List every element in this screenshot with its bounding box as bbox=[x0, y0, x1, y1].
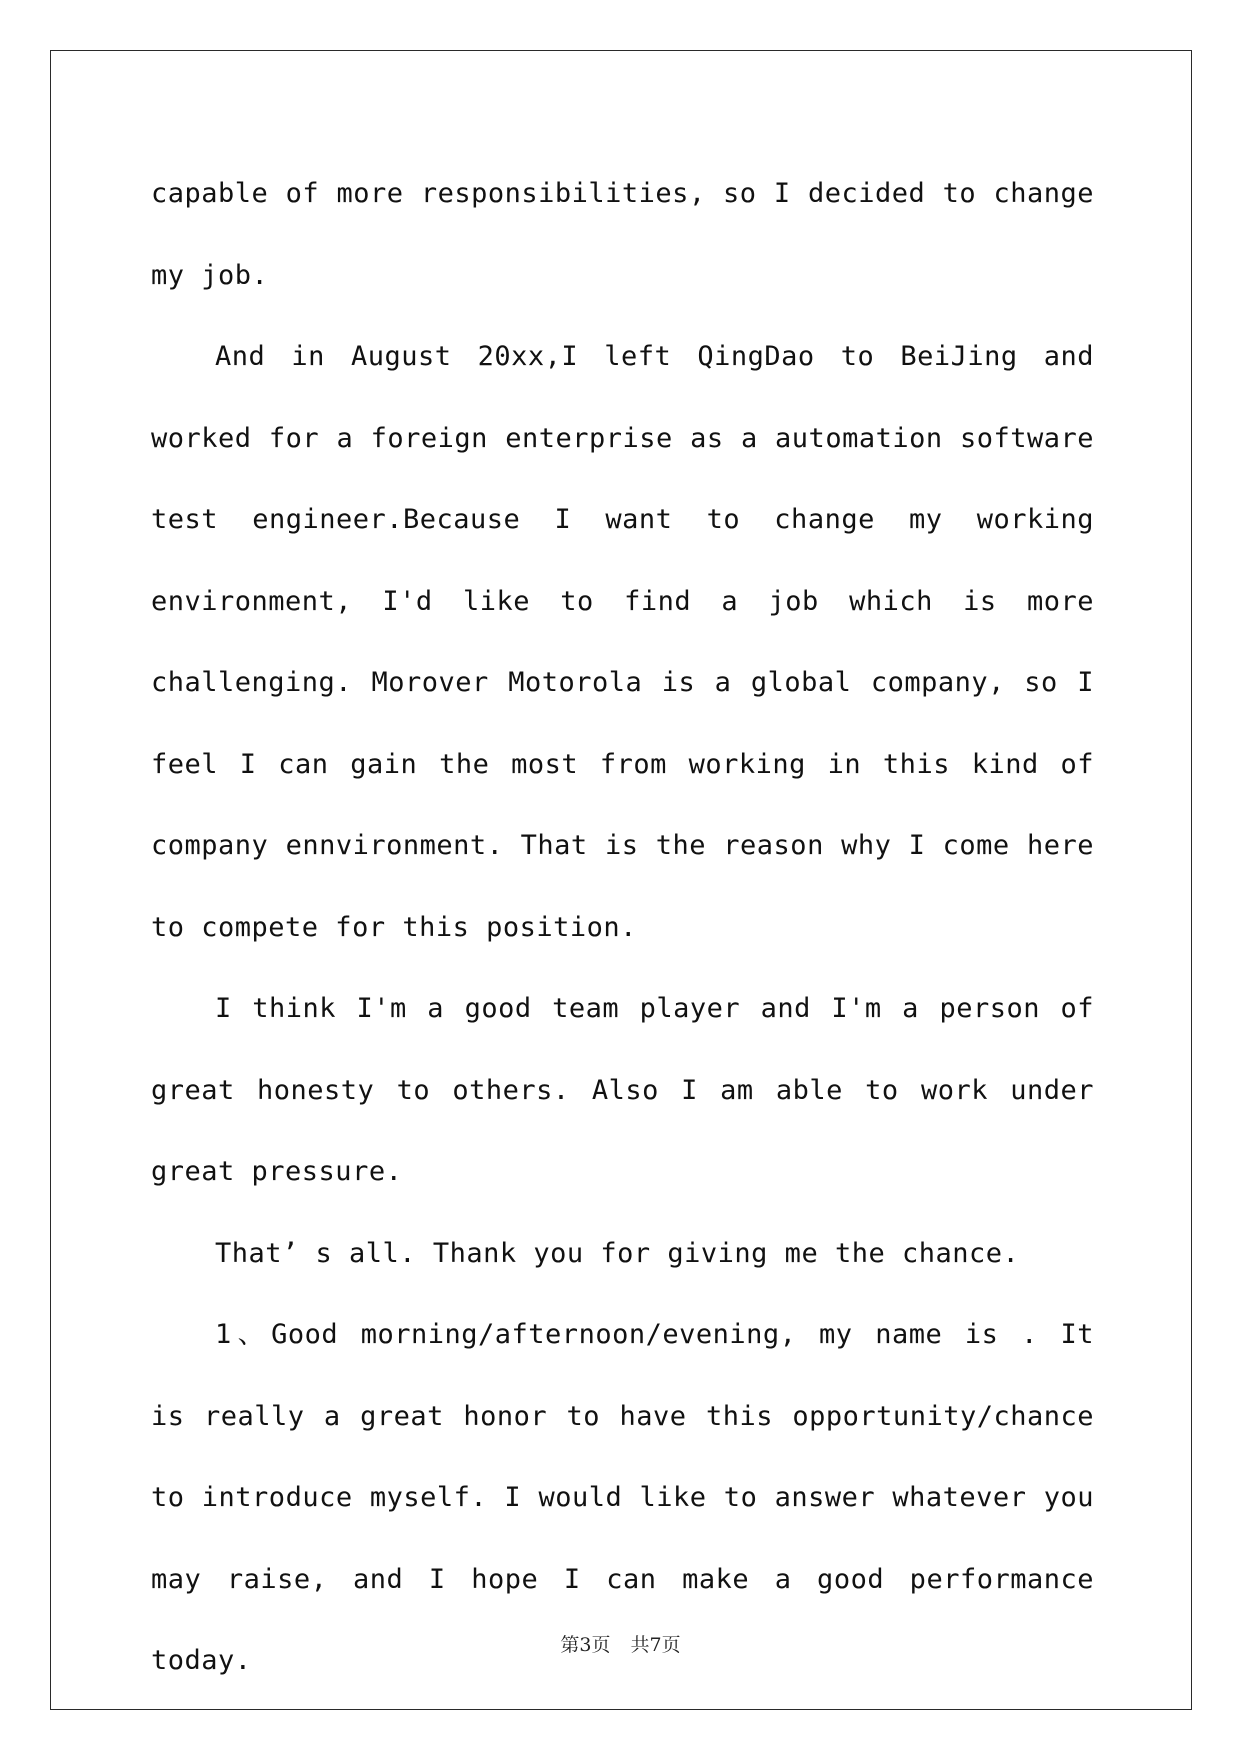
paragraph-5: 1、Good morning/afternoon/evening, my name is . It is really a great honor to have this opportunity/chance to introduce myself. I would like to answer whatever you may raise, and I hope I can make a good performance today. bbox=[151, 1319, 1094, 1676]
paragraph-1: capable of more responsibilities, so I decided to change my job. bbox=[151, 178, 1094, 291]
document-body bbox=[151, 153, 1094, 1702]
page-number-total: 共7页 bbox=[630, 1634, 681, 1656]
paragraph-2: And in August 20xx,I left QingDao to BeiJing and worked for a foreign enterprise as a automation software test engineer.Because I want to change my working environment, I'd like to find a job which is more challenging. Morover Motorola is a global company, so I feel I can gain the most from working in this kind of company ennvironment. That is the reason why I come here to compete for this position. bbox=[151, 341, 1094, 943]
paragraph-3: I think I'm a good team player and I'm a person of great honesty to others. Also I am able to work under great pressure. bbox=[151, 993, 1094, 1187]
page-footer bbox=[0, 1630, 1241, 1657]
paragraph-4: That’ s all. Thank you for giving me the chance. bbox=[215, 1237, 1020, 1269]
page-number-current: 第3页 bbox=[560, 1634, 611, 1656]
